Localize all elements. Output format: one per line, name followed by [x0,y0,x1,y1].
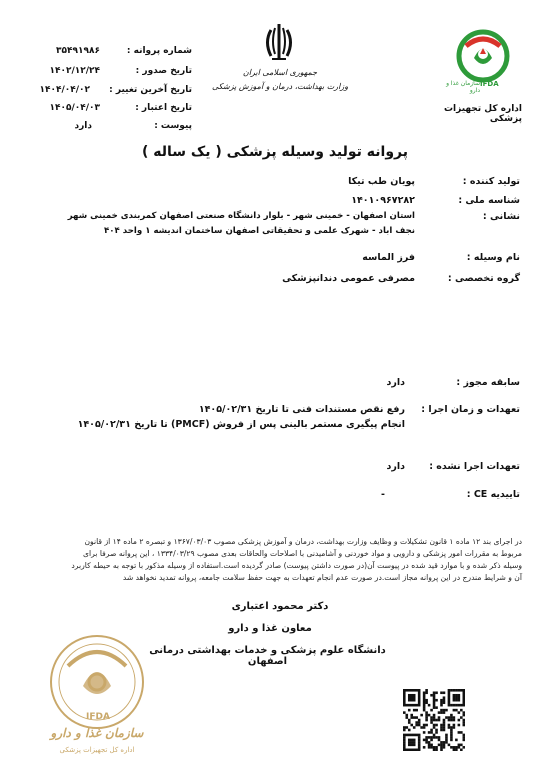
iran-emblem-icon [262,22,296,62]
commitment-1: رفع نقص مستندات فنی تا تاریخ ۱۴۰۵/۰۲/۳۱ [198,404,405,415]
signer-name: دکتر محمود اعتباری [231,601,329,612]
attachment-value: دارد [74,121,92,131]
last-change: ۱۴۰۴/۰۴/۰۲ [39,85,90,95]
legal-note-line: وسیله ذکر شده و با موارد قید شده در پیوست آن(در صورت داشتن پیوست) صادر گردیده است.استفاده از وسیله مذکور با توجه به حیطه کاربرد [71,561,522,570]
legal-note [28,536,522,584]
national-id-value: ۱۴۰۱۰۹۶۷۲۸۲ [351,195,415,206]
ministry-line2: وزارت بهداشت، درمان و آموزش پزشکی [211,82,349,91]
legal-note-line: آن و شرایط مندرج در این پروانه مجاز است.در صورت عدم انجام تعهدات به جهت حفظ سلامت جامعه، پروانه تمدید نخواهد شد [122,573,522,582]
seal-org: سازمان غذا و دارو [50,726,144,740]
ce-value: - [381,489,385,500]
history-label: سابقه مجوز : [456,377,520,388]
specialty-label: گروه تخصصی : [447,273,520,284]
specialty-value: مصرفی عمومی دندانپزشکی [282,273,415,284]
attachment-label: پیوست : [154,121,192,131]
issue-date-label: تاریخ صدور : [135,66,192,76]
last-change-label: تاریخ آخرین تغییر : [109,85,192,95]
producer-label: تولید کننده : [462,176,520,187]
signer-org: دانشگاه علوم پزشکی و خدمات بهداشتی درمانی اصفهان [149,645,386,667]
ifda-caption: اداره کل تجهیزات پزشکی [443,104,522,124]
address-line1: استان اصفهان - خمینی شهر - بلوار دانشگاه صنعتی اصفهان کمربندی خمینی شهر [67,211,415,221]
device-name-value: فرز الماسه [362,252,415,263]
signer-role: معاون غذا و دارو [228,623,312,634]
issue-date: ۱۴۰۲/۱۲/۲۴ [49,66,100,76]
legal-note-line: مربوط به مقررات امور پزشکی و دارویی و مواد خوردنی و آشامیدنی با اصلاحات والحاقات بعدی مصوب ۱۳۳۴/۰۳/۲۹ ، این پروانه صرفا برای [83,549,522,558]
qr-code [403,689,465,751]
device-name-label: نام وسیله : [466,252,520,263]
ce-label: تاییدیه CE : [466,489,520,500]
validity-label: تاریخ اعتبار : [135,103,192,113]
legal-note-line: در اجرای بند ۱۲ ماده ۱ قانون تشکیلات و وظایف وزارت بهداشت، درمان و آموزش پزشکی مصوب ۱۳۶۷/۰۳/۰۳ و تبصره ۲ ماده ۱۴ از قانون [84,537,522,546]
ifda-logo-sub: سازمان غذا و دارو [446,80,480,94]
commitment-2: انجام پیگیری مستمر بالینی پس از فروش (PMCF) تا تاریخ ۱۴۰۵/۰۲/۳۱ [77,419,405,430]
history-value: دارد [386,377,405,388]
validity-date: ۱۴۰۵/۰۴/۰۳ [49,103,100,113]
license-no-label: شماره پروانه : [126,46,192,56]
producer-value: پویان طب تیکا [348,176,415,187]
ministry-line1: جمهوری اسلامی ایران [242,68,318,77]
unmet-value: دارد [386,461,405,472]
license-no: ۳۵۴۹۱۹۸۶ [56,46,100,56]
national-id-label: شناسه ملی : [458,195,520,206]
commitments-label: تعهدات و زمان اجرا : [421,404,520,415]
ifda-logo-text: IFDA [480,80,499,88]
seal-sub: اداره کل تجهیزات پزشکی [59,746,135,754]
page-title: پروانه تولید وسیله پزشکی ( یک ساله ) [141,144,408,160]
seal-text: IFDA [86,712,110,722]
unmet-label: تعهدات اجرا نشده : [429,461,520,472]
address-line2: نجف اباد - شهرک علمی و تحقیقاتی اصفهان ساختمان اندیشه ۱ واحد ۴۰۴ [104,226,415,236]
address-label: نشانی : [482,211,520,222]
